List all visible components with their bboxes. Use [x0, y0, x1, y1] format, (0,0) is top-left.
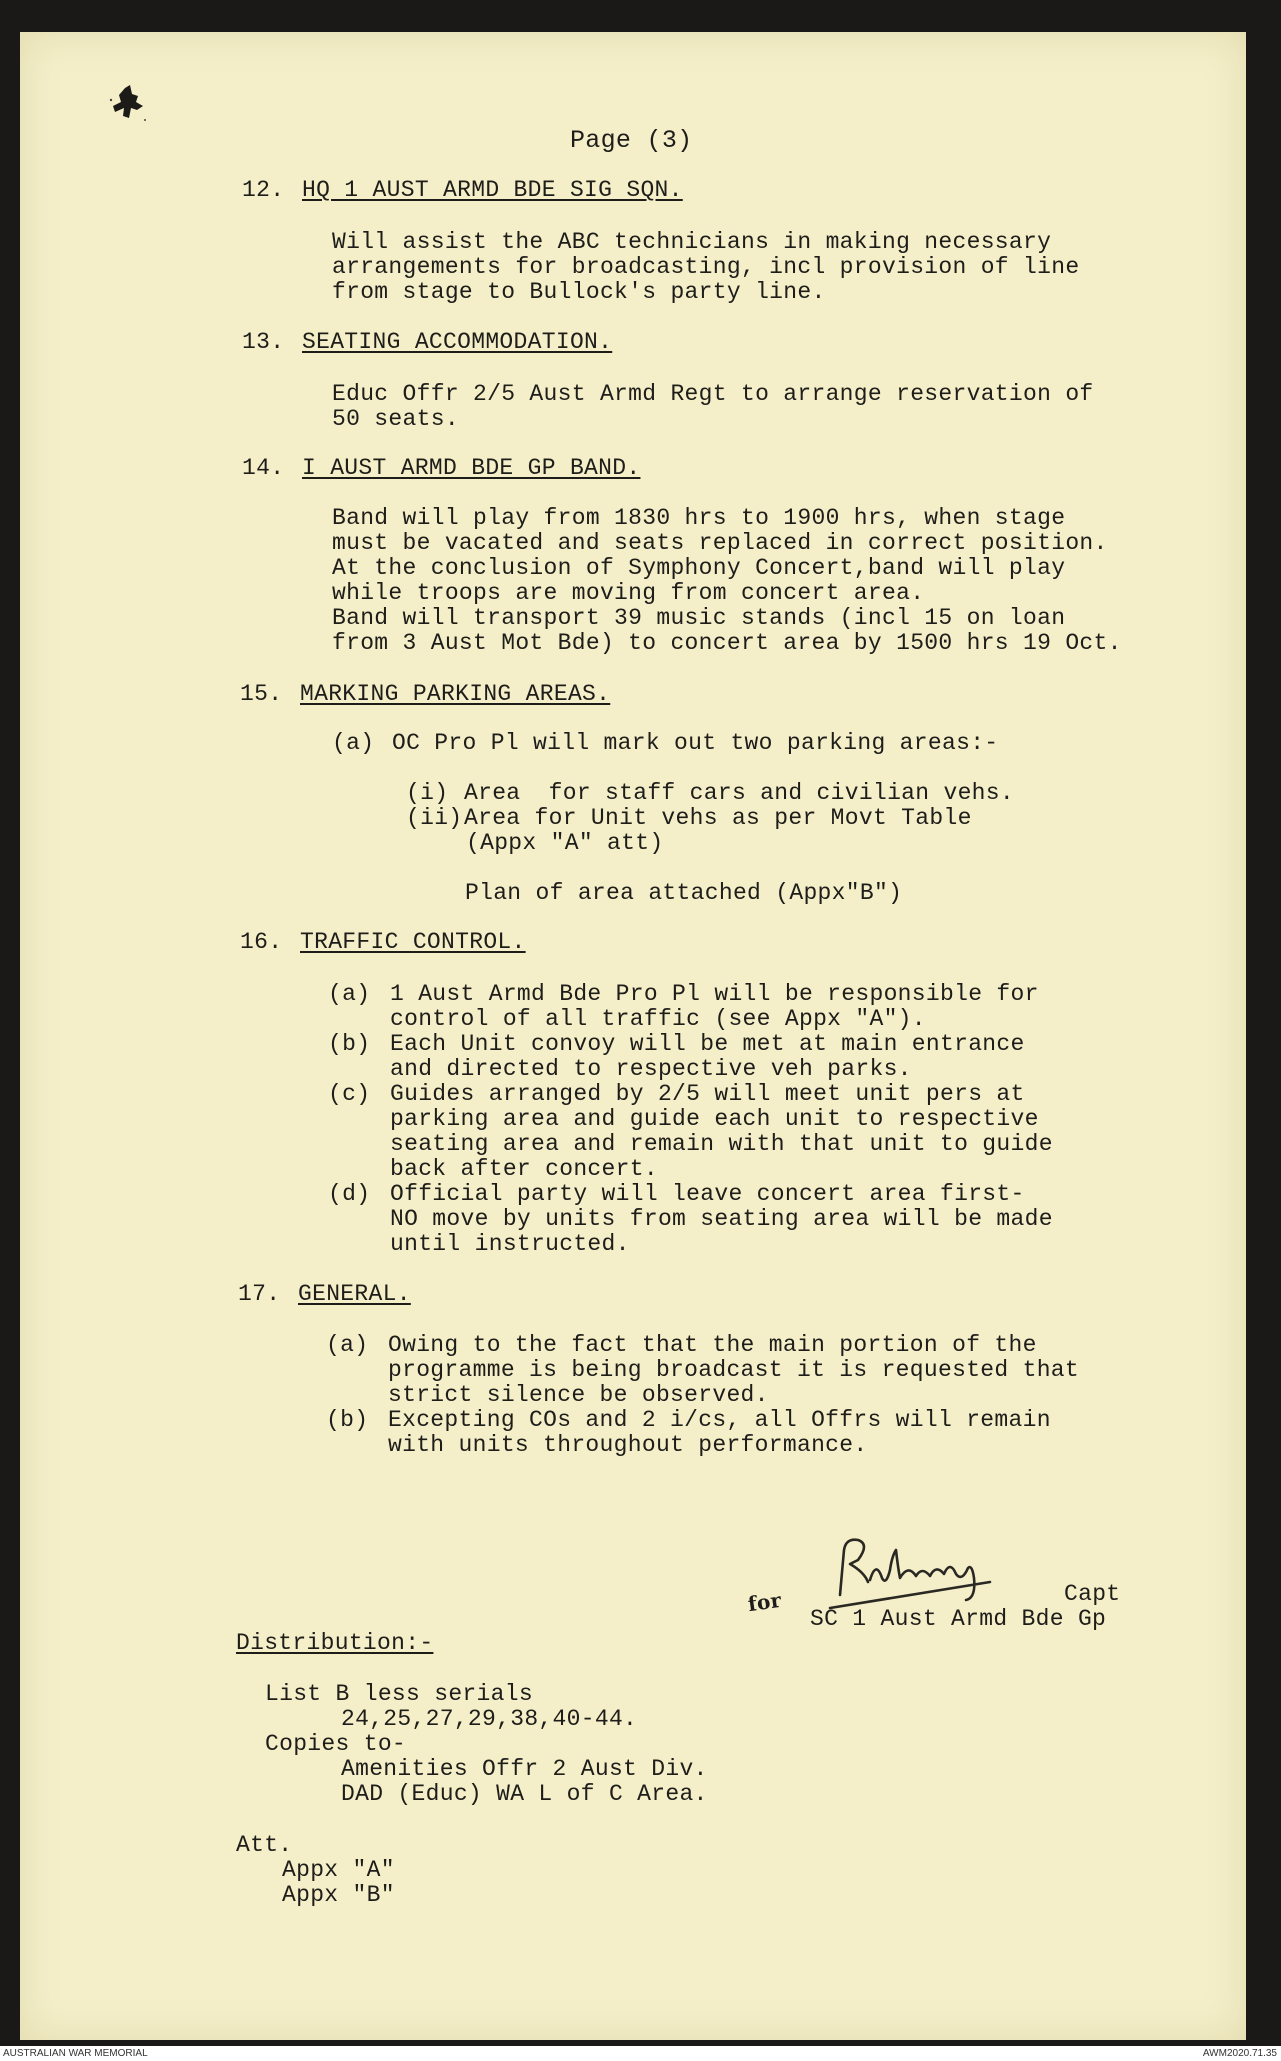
section-16-a-line-2: control of all traffic (see Appx "A").	[390, 1006, 926, 1032]
section-14-line-2: must be vacated and seats replaced in correct position.	[332, 530, 1108, 556]
section-17-b-line-1: Excepting COs and 2 i/cs, all Offrs will remain	[388, 1407, 1051, 1433]
section-16-heading: TRAFFIC CONTROL.	[300, 929, 526, 955]
section-14-line-4: while troops are moving from concert area.	[332, 580, 925, 606]
attachments-heading: Att.	[236, 1832, 293, 1858]
section-15-i-marker: (i)	[406, 780, 449, 806]
attachment-appx-b: Appx "B"	[282, 1882, 395, 1908]
section-16-c-line-3: seating area and remain with that unit to guide	[390, 1131, 1053, 1157]
section-16-c-line-4: back after concert.	[390, 1156, 658, 1182]
distribution-line-1: List B less serials	[265, 1681, 533, 1707]
section-16-c-line-2: parking area and guide each unit to respective	[390, 1106, 1039, 1132]
signature-appointment: SC 1 Aust Armd Bde Gp	[810, 1606, 1107, 1632]
section-15-plan: Plan of area attached (Appx"B")	[465, 880, 903, 906]
page-number: Page (3)	[570, 126, 693, 155]
section-16-d-line-3: until instructed.	[390, 1231, 630, 1257]
distribution-line-5: DAD (Educ) WA L of C Area.	[341, 1781, 708, 1807]
ink-blot	[103, 80, 151, 140]
section-17-number: 17.	[238, 1281, 281, 1307]
section-12-line-1: Will assist the ABC technicians in making necessary	[332, 229, 1052, 255]
section-14-line-6: from 3 Aust Mot Bde) to concert area by 1500 hrs 19 Oct.	[332, 630, 1122, 656]
footer-institution: AUSTRALIAN WAR MEMORIAL	[3, 2048, 148, 2059]
section-16-d-marker: (d)	[328, 1181, 371, 1207]
attachment-appx-a: Appx "A"	[282, 1857, 395, 1883]
section-16-number: 16.	[240, 929, 283, 955]
section-16-a-line-1: 1 Aust Armd Bde Pro Pl will be responsible for	[390, 981, 1039, 1007]
section-17-a-line-2: programme is being broadcast it is requested that	[388, 1357, 1080, 1383]
section-17-a-marker: (a)	[326, 1332, 369, 1358]
section-15-heading: MARKING PARKING AREAS.	[300, 681, 611, 707]
section-16-b-line-1: Each Unit convoy will be met at main entrance	[390, 1031, 1025, 1057]
section-13-line-1: Educ Offr 2/5 Aust Armd Regt to arrange reservation of	[332, 381, 1094, 407]
section-16-a-marker: (a)	[328, 981, 371, 1007]
section-14-line-1: Band will play from 1830 hrs to 1900 hrs, when stage	[332, 505, 1066, 531]
distribution-line-3: Copies to-	[265, 1731, 407, 1757]
distribution-line-2: 24,25,27,29,38,40-44.	[341, 1706, 638, 1732]
section-15-ii-marker: (ii)	[406, 805, 463, 831]
handwritten-signature	[740, 1520, 1050, 1610]
section-16-d-line-2: NO move by units from seating area will be made	[390, 1206, 1053, 1232]
section-15-ii-text-2: (Appx "A" att)	[466, 830, 664, 856]
section-16-c-marker: (c)	[328, 1081, 371, 1107]
section-15-ii-text: Area for Unit vehs as per Movt Table	[464, 805, 972, 831]
section-17-heading: GENERAL.	[298, 1281, 411, 1307]
distribution-line-4: Amenities Offr 2 Aust Div.	[341, 1756, 708, 1782]
section-14-line-3: At the conclusion of Symphony Concert,band will play	[332, 555, 1066, 581]
signature-for-mark: for	[746, 1587, 783, 1617]
section-12-line-2: arrangements for broadcasting, incl provision of line	[332, 254, 1080, 280]
section-13-line-2: 50 seats.	[332, 406, 459, 432]
signature-rank: Capt	[1064, 1581, 1121, 1607]
section-15-a-marker: (a)	[332, 730, 375, 756]
section-14-heading: I AUST ARMD BDE GP BAND.	[302, 455, 641, 481]
section-16-d-line-1: Official party will leave concert area first-	[390, 1181, 1025, 1207]
section-15-a-text: OC Pro Pl will mark out two parking areas:-	[392, 730, 999, 756]
archive-footer	[0, 2046, 1281, 2061]
section-14-line-5: Band will transport 39 music stands (incl 15 on loan	[332, 605, 1066, 631]
section-12-number: 12.	[242, 177, 285, 203]
section-12-heading: HQ 1 AUST ARMD BDE SIG SQN.	[302, 177, 683, 203]
section-17-a-line-3: strict silence be observed.	[388, 1382, 769, 1408]
section-16-b-marker: (b)	[328, 1031, 371, 1057]
distribution-heading: Distribution:-	[236, 1630, 434, 1656]
section-17-b-line-2: with units throughout performance.	[388, 1432, 868, 1458]
footer-accession-number: AWM2020.71.35	[1202, 2048, 1277, 2059]
section-14-number: 14.	[242, 455, 285, 481]
section-17-b-marker: (b)	[326, 1407, 369, 1433]
section-16-c-line-1: Guides arranged by 2/5 will meet unit pers at	[390, 1081, 1025, 1107]
section-16-b-line-2: and directed to respective veh parks.	[390, 1056, 912, 1082]
section-13-heading: SEATING ACCOMMODATION.	[302, 329, 613, 355]
section-15-i-text: Area for staff cars and civilian vehs.	[464, 780, 1014, 806]
section-12-line-3: from stage to Bullock's party line.	[332, 279, 826, 305]
section-17-a-line-1: Owing to the fact that the main portion of the	[388, 1332, 1037, 1358]
section-13-number: 13.	[242, 329, 285, 355]
section-15-number: 15.	[240, 681, 283, 707]
